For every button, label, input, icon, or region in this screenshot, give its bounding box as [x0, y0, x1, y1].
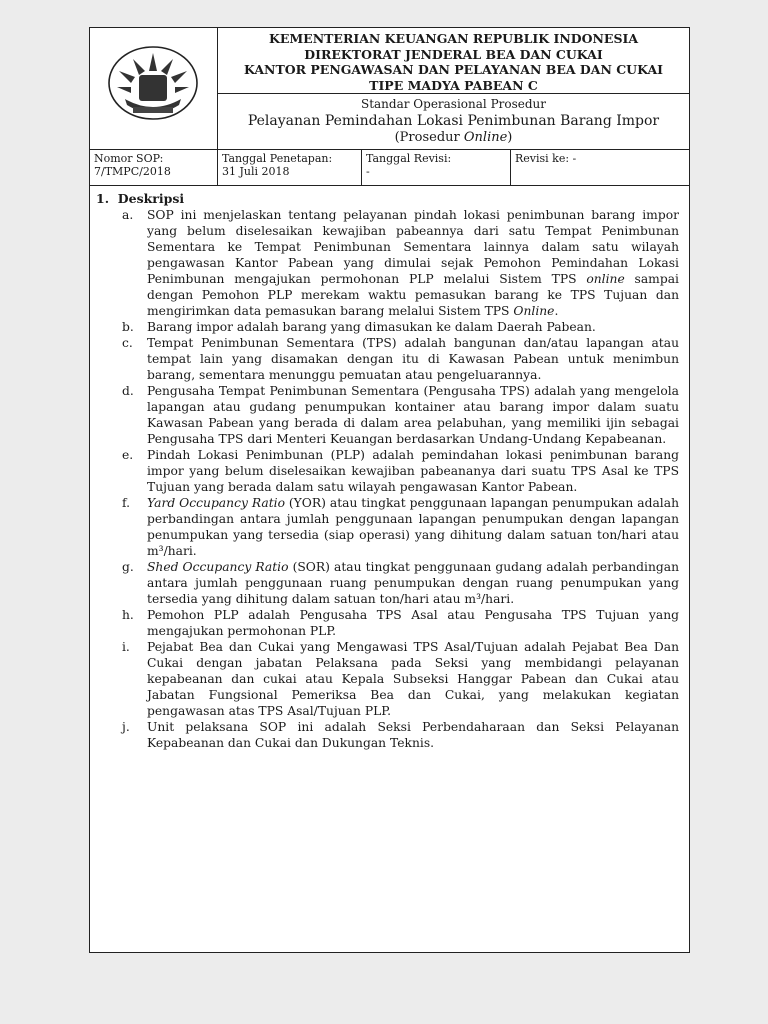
list-item: [90, 607, 689, 639]
list-item: [90, 383, 689, 447]
list-item: [90, 335, 689, 383]
sop-label: Standar Operasional Prosedur: [360, 97, 547, 111]
list-item-text: Unit pelaksana SOP ini adalah Seksi Perbendaharaan dan Seksi Pelayanan Kepabeanan dan Cukai dan Dukungan Teknis.: [147, 720, 679, 750]
list-item: [90, 719, 689, 751]
tanggal-revisi-cell: Tanggal Revisi: -: [361, 149, 510, 185]
list-item: [90, 207, 689, 319]
sop-title-cell: [218, 95, 689, 149]
list-item-text: Online: [513, 304, 555, 318]
list-item-label: d.: [122, 384, 134, 398]
list-item-text: .: [554, 304, 559, 318]
list-item-text: Shed Occupancy Ratio: [147, 560, 289, 574]
org-line: KEMENTERIAN KEUANGAN REPUBLIK INDONESIA: [268, 31, 639, 46]
list-item: [90, 447, 689, 495]
list-item-label: i.: [122, 640, 130, 654]
list-item-text: Tempat Penimbunan Sementara (TPS) adalah bangunan dan/atau lapangan atau tempat lain yang disamakan dengan itu di Kawasan Pabean untuk menimbun barang, sementara menunggu pemuatan atau pengeluarannya.: [147, 336, 679, 382]
document-body: [90, 186, 689, 751]
document-page: [89, 27, 690, 953]
list-item-text: Barang impor adalah barang yang dimasukan ke dalam Daerah Pabean.: [147, 320, 596, 334]
section-heading: 1. Deskripsi: [96, 191, 185, 206]
list-item: [90, 559, 689, 607]
sop-title: Pelayanan Pemindahan Lokasi Penimbunan Barang Impor: [247, 113, 660, 129]
list-item-label: g.: [122, 560, 134, 574]
header-row: [90, 28, 689, 150]
org-line: DIREKTORAT JENDERAL BEA DAN CUKAI: [304, 46, 603, 62]
description-list: [90, 207, 689, 751]
list-item-text: Pindah Lokasi Penimbunan (PLP) adalah pemindahan lokasi penimbunan barang impor yang belum diselesaikan kewajiban pabeananya dari suatu TPS Asal ke TPS Tujuan yang berada dalam satu wilayah pengawasan Kantor Pabean.: [147, 448, 679, 494]
logo-cell: [90, 28, 218, 149]
list-item-label: e.: [122, 448, 134, 462]
ministry-emblem-icon: [103, 41, 203, 131]
org-line: KANTOR PENGAWASAN DAN PELAYANAN BEA DAN CUKAI: [243, 62, 663, 77]
list-item: [90, 639, 689, 719]
list-item-text: Yard Occupancy Ratio: [147, 496, 285, 510]
list-item-text: Pejabat Bea dan Cukai yang Mengawasi TPS Asal/Tujuan adalah Pejabat Bea Dan Cukai dengan jabatan Pelaksana pada Seksi yang membidangi pelayanan kepabeanan dan cukai atau Kepala Subseksi Hanggar Pabean dan Cukai atau Jabatan Fungsional Pemeriksa Bea dan Cukai, yang melakukan kegiatan pengawasan atas TPS Asal/Tujuan PLP.: [147, 640, 679, 718]
list-item-label: c.: [122, 336, 133, 350]
sop-subtitle: (Prosedur Online): [394, 130, 513, 145]
list-item-text: sampai dengan Pemohon PLP merekam waktu pemasukan barang ke TPS Tujuan dan mengirimkan data pemasukan barang melalui Sistem TPS: [147, 272, 679, 318]
list-item-text: online: [586, 272, 625, 286]
list-item-label: a.: [122, 208, 134, 222]
list-item-text: SOP ini menjelaskan tentang pelayanan pindah lokasi penimbunan barang impor yang belum diselesaikan kewajiban pabeannya dari satu Tempat Penimbunan Sementara ke Tempat Penimbunan Sementara lainnya dalam satu wilayah pengawasan Kantor Pabean yang dimulai sejak Pemohon Pemindahan Lokasi Penimbunan mengajukan permohonan PLP melalui Sistem TPS: [147, 208, 679, 286]
org-line: TIPE MADYA PABEAN C: [369, 77, 538, 93]
list-item-label: b.: [122, 320, 134, 334]
list-item: [90, 495, 689, 559]
revisi-ke-cell: Revisi ke: -: [510, 149, 689, 185]
list-item-text: (SOR) atau tingkat penggunaan gudang adalah perbandingan antara jumlah penggunaan ruang penumpukan dengan ruang penumpukan yang tersedia yang dihitung dalam satuan ton/hari atau m³/hari.: [147, 560, 679, 606]
list-item: [90, 319, 689, 335]
list-item-label: j.: [122, 720, 130, 734]
list-item-label: f.: [122, 496, 131, 510]
tanggal-penetapan-cell: Tanggal Penetapan: 31 Juli 2018: [217, 149, 361, 185]
nomor-sop-cell: Nomor SOP: 7/TMPC/2018: [94, 152, 171, 178]
list-item-text: Pemohon PLP adalah Pengusaha TPS Asal atau Pengusaha TPS Tujuan yang mengajukan permohonan PLP.: [147, 608, 679, 638]
list-item-label: h.: [122, 608, 134, 622]
meta-row: [90, 149, 689, 186]
list-item-text: (YOR) atau tingkat penggunaan lapangan penumpukan adalah perbandingan antara jumlah penggunaan lapangan penumpukan dengan lapangan penumpukan yang tersedia (siap operasi) yang dihitung dalam satuan ton/hari atau m³/hari.: [147, 496, 679, 558]
organization-name: [218, 28, 689, 94]
list-item-text: Pengusaha Tempat Penimbunan Sementara (Pengusaha TPS) adalah yang mengelola lapangan atau gudang penumpukan kontainer atau barang impor dalam suatu Kawasan Pabean yang berada di dalam area pelabuhan, yang memiliki ijin sebagai Pengusaha TPS dari Menteri Keuangan berdasarkan Undang-Undang Kepabeanan.: [147, 384, 679, 446]
